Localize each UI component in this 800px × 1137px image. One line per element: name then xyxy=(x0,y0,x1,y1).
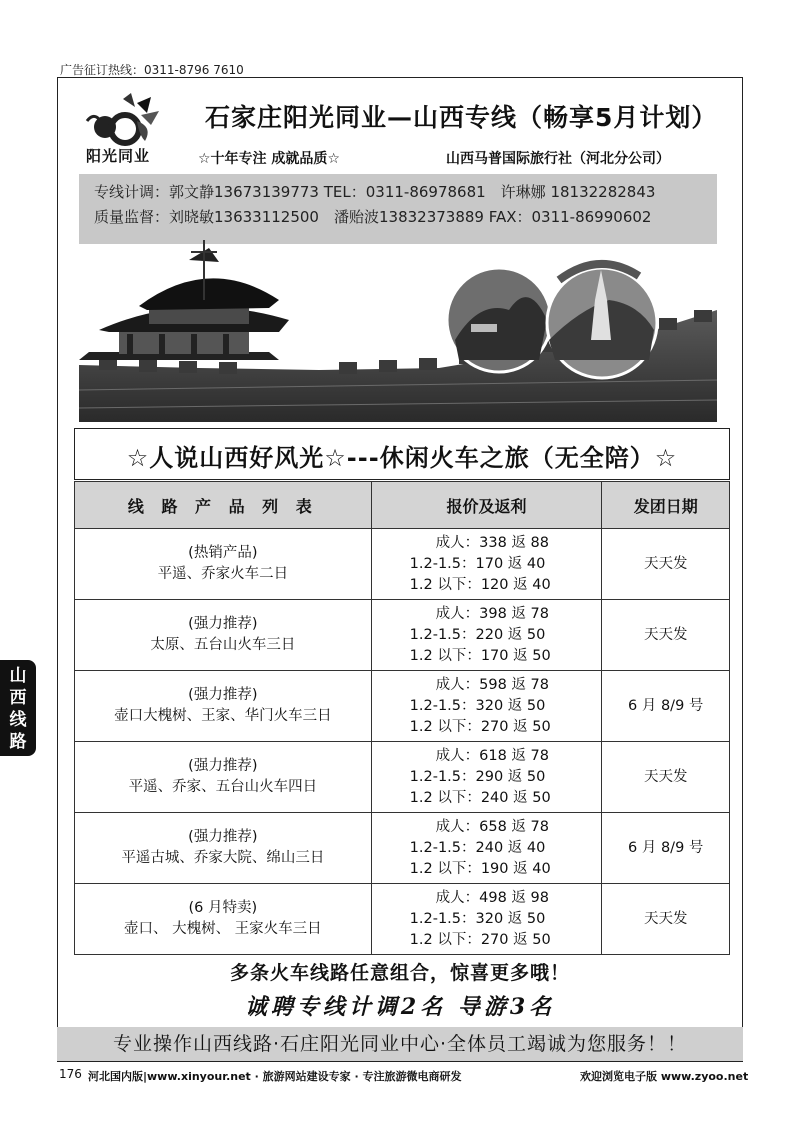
contact-line-quality: 质量监督：刘晓敏13633112500 潘贻波13832373889 FAX：0311-86990602 xyxy=(94,208,652,226)
contact-box xyxy=(79,174,717,244)
route-name: 平遥、乔家火车二日 xyxy=(157,566,289,582)
price-mid: 1.2-1.5：220 返 50 xyxy=(409,626,546,643)
section-tab-char: 西 xyxy=(9,688,27,708)
price-mid: 1.2-1.5：240 返 40 xyxy=(409,839,546,856)
price-mid: 1.2-1.5：290 返 50 xyxy=(409,768,546,785)
price-cell xyxy=(371,529,602,600)
table-row xyxy=(75,671,730,742)
price-child: 1.2 以下：270 返 50 xyxy=(409,931,551,948)
departure-date: 天天发 xyxy=(602,742,730,813)
price-child: 1.2 以下：190 返 40 xyxy=(409,860,551,877)
page-title: 石家庄阳光同业—山西专线（畅享5月计划） xyxy=(205,103,718,132)
price-cell xyxy=(371,813,602,884)
price-mid: 1.2-1.5：320 返 50 xyxy=(409,910,546,927)
price-cell xyxy=(371,742,602,813)
route-name: 平遥、乔家、五台山火车四日 xyxy=(128,779,318,795)
slogan: ☆十年专注 成就品质☆ xyxy=(198,151,340,167)
price-adult: 成人：598 返 78 xyxy=(435,676,550,693)
departure-date: 6 月 8/9 号 xyxy=(602,671,730,742)
table-row xyxy=(75,529,730,600)
route-cell xyxy=(75,813,372,884)
departure-date: 天天发 xyxy=(602,529,730,600)
price-adult: 成人：338 返 88 xyxy=(435,534,550,551)
route-tag: (强力推荐) xyxy=(188,687,258,703)
price-adult: 成人：618 返 78 xyxy=(435,747,550,764)
table-row xyxy=(75,884,730,955)
section-tab-shanxi xyxy=(0,660,36,756)
table-row xyxy=(75,813,730,884)
recruitment-notice: 诚聘专线计调2名 导游3名 xyxy=(244,994,556,1020)
route-table xyxy=(74,481,730,955)
column-header-product: 线 路 产 品 列 表 xyxy=(75,482,372,529)
section-tab-char: 山 xyxy=(9,666,27,686)
route-name: 平遥古城、乔家大院、绵山三日 xyxy=(121,850,325,866)
combo-promo: 多条火车线路任意组合，惊喜更多哦！ xyxy=(229,962,570,984)
route-name: 太原、五台山火车三日 xyxy=(150,637,296,653)
route-cell xyxy=(75,529,372,600)
price-child: 1.2 以下：170 返 50 xyxy=(409,647,551,664)
route-name: 壶口大槐树、王家、华门火车三日 xyxy=(114,708,332,724)
price-adult: 成人：498 返 98 xyxy=(435,889,550,906)
route-tag: (强力推荐) xyxy=(188,758,258,774)
route-name: 壶口、 大槐树、 王家火车三日 xyxy=(123,921,322,937)
price-cell xyxy=(371,600,602,671)
shanxi-temple-banner xyxy=(79,240,717,422)
route-tag: (强力推荐) xyxy=(188,829,258,845)
section-tab-char: 线 xyxy=(9,710,27,730)
column-header-date: 发团日期 xyxy=(602,482,730,529)
departure-date: 天天发 xyxy=(602,884,730,955)
price-cell xyxy=(371,884,602,955)
route-cell xyxy=(75,671,372,742)
route-cell xyxy=(75,600,372,671)
contact-line-planners: 专线计调：郭文静13673139773 TEL：0311-86978681 许琳娜 18132282843 xyxy=(94,183,656,201)
price-child: 1.2 以下：240 返 50 xyxy=(409,789,551,806)
route-tag: (强力推荐) xyxy=(188,616,258,632)
section-tab-char: 路 xyxy=(9,732,27,752)
price-child: 1.2 以下：270 返 50 xyxy=(409,718,551,735)
ad-hotline: 广告征订热线：0311-8796 7610 xyxy=(60,63,244,77)
route-tag: (6 月特卖) xyxy=(188,900,258,916)
price-child: 1.2 以下：120 返 40 xyxy=(409,576,551,593)
footer-publisher: 河北国内版|www.xinyour.net · 旅游网站建设专家 · 专注旅游微电商研发 xyxy=(88,1070,462,1083)
price-adult: 成人：398 返 78 xyxy=(435,605,550,622)
route-tag: (热销产品) xyxy=(188,545,258,561)
table-row xyxy=(75,600,730,671)
price-mid: 1.2-1.5：320 返 50 xyxy=(409,697,546,714)
price-adult: 成人：658 返 78 xyxy=(435,818,550,835)
page-number: 176 xyxy=(59,1067,82,1081)
agency-name: 山西马普国际旅行社（河北分公司） xyxy=(446,151,670,167)
service-banner: 专业操作山西线路·石庄阳光同业中心·全体员工竭诚为您服务！！ xyxy=(57,1027,743,1061)
route-cell xyxy=(75,884,372,955)
departure-date: 天天发 xyxy=(602,600,730,671)
footer-website: 欢迎浏览电子版 www.zyoo.net xyxy=(580,1070,749,1083)
column-header-price: 报价及返利 xyxy=(371,482,602,529)
route-cell xyxy=(75,742,372,813)
price-mid: 1.2-1.5：170 返 40 xyxy=(409,555,546,572)
route-title: ☆人说山西好风光☆---休闲火车之旅（无全陪）☆ xyxy=(126,444,678,472)
table-header-row xyxy=(75,482,730,529)
logo-text: 阳光同业 xyxy=(86,147,151,165)
route-title-box xyxy=(74,428,730,480)
table-row xyxy=(75,742,730,813)
departure-date: 6 月 8/9 号 xyxy=(602,813,730,884)
price-cell xyxy=(371,671,602,742)
